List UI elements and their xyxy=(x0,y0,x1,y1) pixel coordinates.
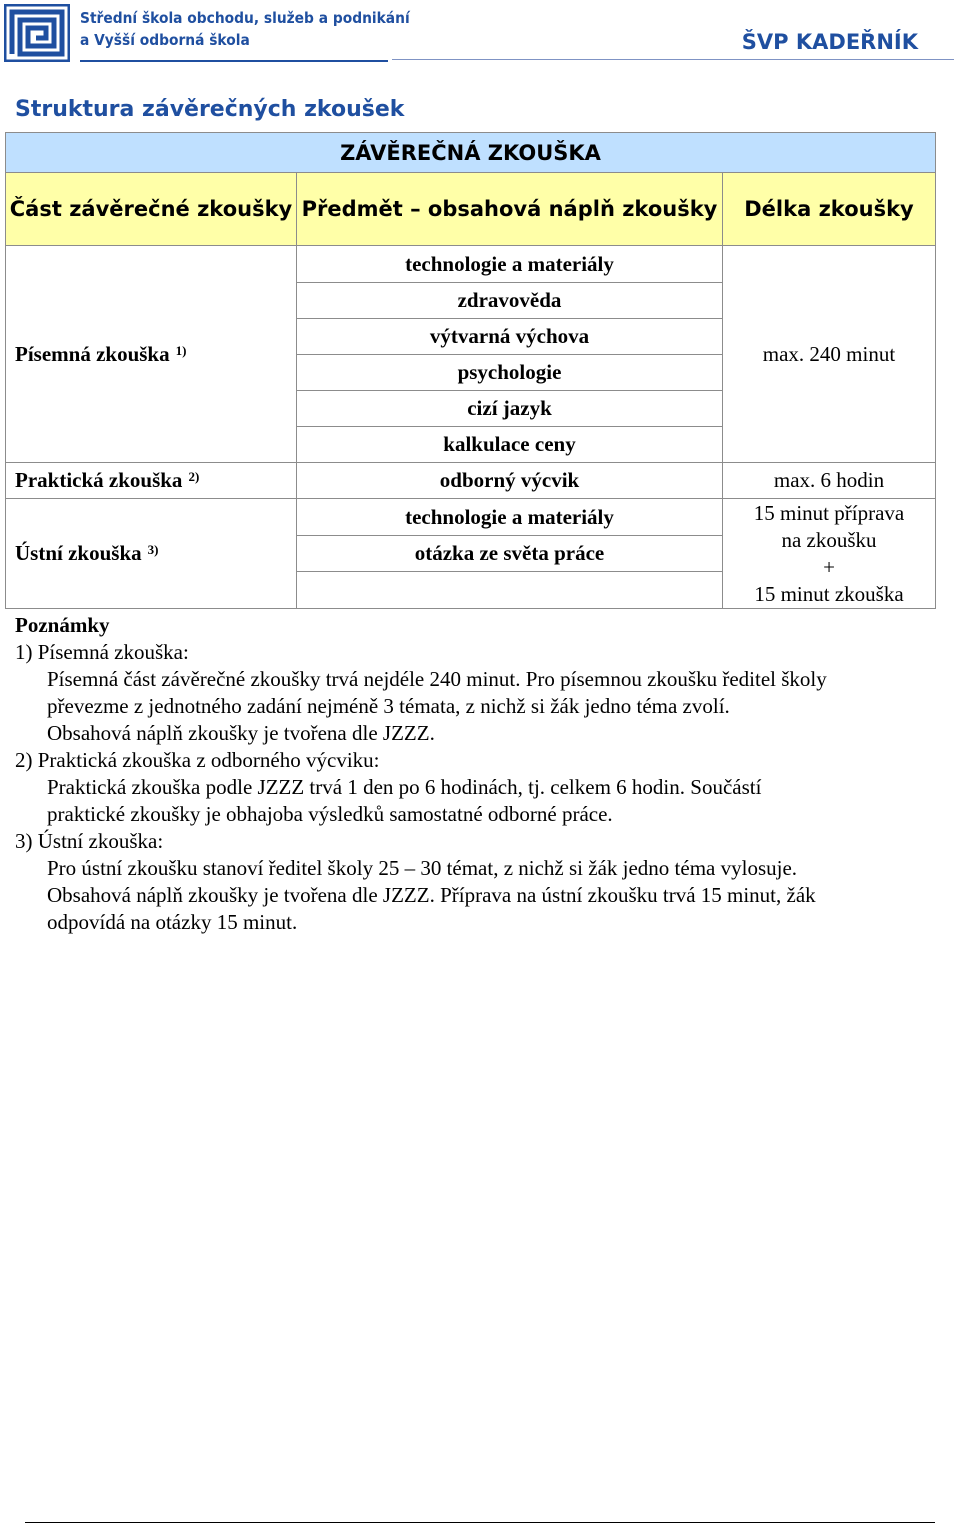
written-subject: kalkulace ceny xyxy=(297,427,723,463)
written-subject: technologie a materiály xyxy=(297,246,723,283)
written-subject: psychologie xyxy=(297,355,723,391)
oral-length-line: na zkoušku xyxy=(781,527,877,552)
oral-length-line: + xyxy=(823,554,835,579)
note-heading: 1) Písemná zkouška: xyxy=(15,640,189,664)
note-heading: 3) Ústní zkouška: xyxy=(15,829,164,853)
practical-subject: odborný výcvik xyxy=(297,463,723,499)
header-rule xyxy=(392,59,954,60)
page-title: Struktura závěrečných zkoušek xyxy=(15,97,405,122)
oral-length-line: 15 minut zkouška xyxy=(754,581,904,606)
school-name xyxy=(80,7,410,51)
oral-exam-label: Ústní zkouška xyxy=(15,541,142,565)
notes-title: Poznámky xyxy=(15,613,110,637)
page-header xyxy=(0,0,960,66)
header-underline xyxy=(80,60,388,62)
note-item xyxy=(15,828,945,936)
note-line: Praktická zkouška podle JZZZ trvá 1 den po 6 hodinách, tj. celkem 6 hodin. Součástí xyxy=(47,775,762,799)
table-row xyxy=(6,463,936,499)
written-subject: zdravověda xyxy=(297,283,723,319)
written-subject: výtvarná výchova xyxy=(297,319,723,355)
oral-length xyxy=(723,499,936,609)
oral-exam-cell xyxy=(6,499,297,609)
note-item xyxy=(15,639,945,747)
note-line: Písemná část závěrečné zkoušky trvá nejdéle 240 minut. Pro písemnou zkoušku ředitel školy xyxy=(47,667,827,691)
program-title: ŠVP KADEŘNÍK xyxy=(741,30,918,54)
note-item xyxy=(15,747,945,828)
practical-exam-note: 2) xyxy=(188,469,200,484)
written-length: max. 240 minut xyxy=(723,246,936,463)
written-exam-note: 1) xyxy=(175,342,187,358)
note-line: Obsahová náplň zkoušky je tvořena dle JZZZ. Příprava na ústní zkoušku trvá 15 minut, žák xyxy=(47,883,816,907)
table-row xyxy=(6,499,936,536)
written-subject: cizí jazyk xyxy=(297,391,723,427)
school-name-line2: a Vyšší odborná škola xyxy=(80,31,250,49)
oral-exam-note: 3) xyxy=(147,542,159,557)
exam-structure-table xyxy=(5,132,936,609)
practical-length: max. 6 hodin xyxy=(723,463,936,499)
note-line: Obsahová náplň zkoušky je tvořena dle JZZZ. xyxy=(47,721,435,745)
oral-subject: otázka ze světa práce xyxy=(297,536,723,572)
table-title-row xyxy=(6,133,936,173)
school-logo-icon xyxy=(4,4,70,62)
note-line: odpovídá na otázky 15 minut. xyxy=(47,910,298,934)
practical-exam-cell xyxy=(6,463,297,499)
col-header-length: Délka zkoušky xyxy=(723,173,936,246)
oral-subject: technologie a materiály xyxy=(297,499,723,536)
col-header-part: Část závěrečné zkoušky xyxy=(6,173,297,246)
note-line: převezme z jednotného zadání nejméně 3 témata, z nichž si žák jedno téma zvolí. xyxy=(47,694,730,718)
table-row xyxy=(6,246,936,283)
footer-rule xyxy=(25,1522,935,1523)
written-exam-cell xyxy=(6,246,297,463)
written-exam-label: Písemná zkouška xyxy=(15,341,170,366)
school-name-line1: Střední škola obchodu, služeb a podnikání xyxy=(80,9,410,27)
oral-subject-empty xyxy=(297,572,723,609)
table-header-row xyxy=(6,173,936,246)
table-title: ZÁVĚREČNÁ ZKOUŠKA xyxy=(6,133,936,173)
notes-section xyxy=(15,612,945,936)
col-header-subject: Předmět – obsahová náplň zkoušky xyxy=(297,173,723,246)
note-line: praktické zkoušky je obhajoba výsledků samostatné odborné práce. xyxy=(47,802,613,826)
note-line: Pro ústní zkoušku stanoví ředitel školy 25 – 30 témat, z nichž si žák jedno téma vylosuje. xyxy=(47,856,798,880)
note-heading: 2) Praktická zkouška z odborného výcviku: xyxy=(15,748,380,772)
practical-exam-label: Praktická zkouška xyxy=(15,468,183,492)
oral-length-line: 15 minut příprava xyxy=(753,500,905,525)
